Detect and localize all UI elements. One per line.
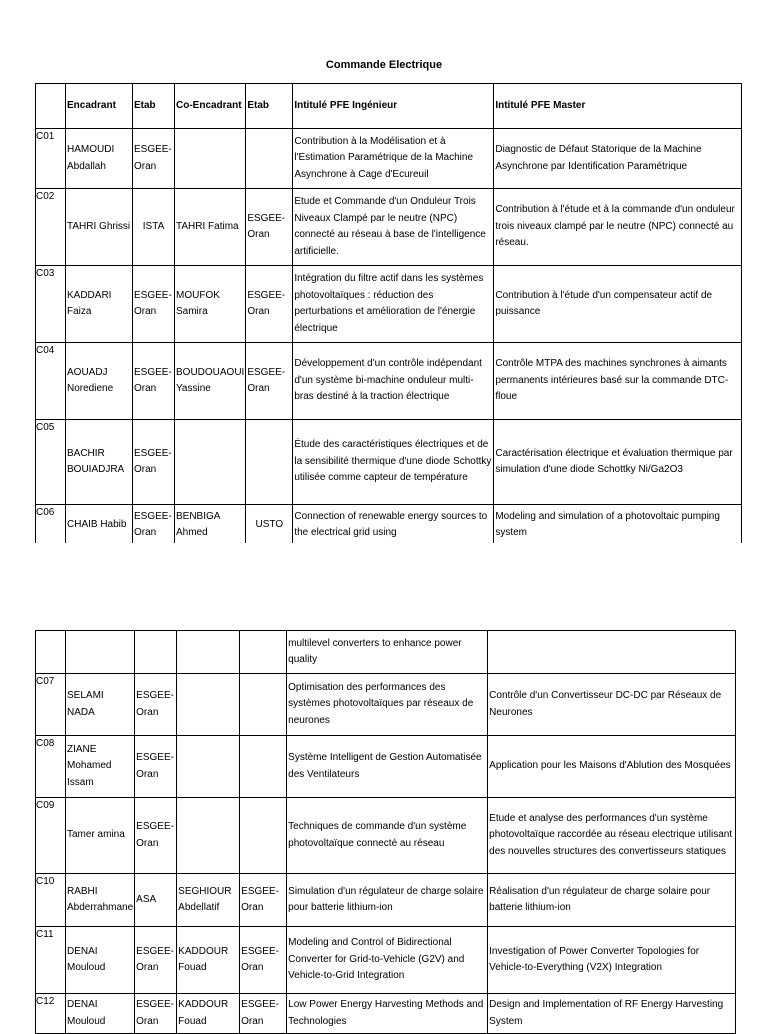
cell-pfe-master: Diagnostic de Défaut Statorique de la Machine Asynchrone par Identification Paramétrique: [494, 129, 742, 189]
cell-etab: ESGEE-Oran: [135, 736, 177, 798]
cell-pfe-ingenieur: Connection of renewable energy sources to the electrical grid using: [293, 505, 494, 546]
cell-encadrant: CHAIB Habib: [66, 505, 133, 546]
header-encadrant: Encadrant: [66, 84, 133, 129]
cell-code: C05: [36, 420, 66, 505]
cell-pfe-ingenieur: Système Intelligent de Gestion Automatisée des Ventilateurs: [287, 736, 488, 798]
cell-encadrant: RABHI Abderrahmane: [66, 874, 135, 927]
cell-code: C12: [36, 994, 66, 1034]
cell-code: C10: [36, 874, 66, 927]
cell-pfe-ingenieur: Développement d'un contrôle indépendant d'un système bi-machine onduleur multi-bras destiné à la traction électrique: [293, 343, 494, 420]
cell-etab-co: ESGEE-Oran: [246, 189, 293, 266]
pfe-table-part-2: [35, 630, 736, 1034]
cell-etab-co: ESGEE-Oran: [240, 874, 287, 927]
cell-etab: ESGEE-Oran: [135, 994, 177, 1034]
cell-pfe-ingenieur: Etude et Commande d'un Onduleur Trois Niveaux Clampé par le neutre (NPC) connecté au réseau à base de l'intelligence artificielle.: [293, 189, 494, 266]
cell-co-encadrant: [177, 631, 240, 674]
pfe-table-part-1: [35, 83, 742, 546]
cell-etab: ESGEE-Oran: [133, 266, 175, 343]
cell-pfe-master: Contribution à l'étude et à la commande d'un onduleur trois niveaux clampé par le neutre (NPC) connecté au réseau.: [494, 189, 742, 266]
cell-co-encadrant: [177, 674, 240, 736]
cell-encadrant: [66, 631, 135, 674]
cell-pfe-master: Réalisation d'un régulateur de charge solaire pour batterie lithium-ion: [488, 874, 736, 927]
cell-etab: ESGEE-Oran: [135, 798, 177, 874]
cell-encadrant: AOUADJ Norediene: [66, 343, 133, 420]
page-title: Commande Electrique: [325, 59, 443, 71]
table-row: [36, 874, 736, 927]
cell-co-encadrant: [175, 420, 246, 505]
table-row: [36, 798, 736, 874]
cell-etab-co: ESGEE-Oran: [240, 927, 287, 994]
cell-encadrant: BACHIR BOUIADJRA: [66, 420, 133, 505]
cell-pfe-master: Design and Implementation of RF Energy Harvesting System: [488, 994, 736, 1034]
cell-etab-co: [240, 631, 287, 674]
cell-etab: ESGEE-Oran: [133, 343, 175, 420]
cell-encadrant: DENAI Mouloud: [66, 994, 135, 1034]
cell-etab: ASA: [135, 874, 177, 927]
header-etab: Etab: [133, 84, 175, 129]
cell-code: C09: [36, 798, 66, 874]
cell-pfe-master: Contrôle MTPA des machines synchrones à aimants permanents intérieures basé sur la commande DTC-floue: [494, 343, 742, 420]
cell-co-encadrant: [177, 798, 240, 874]
cell-etab-co: [240, 798, 287, 874]
cell-pfe-ingenieur: Low Power Energy Harvesting Methods and Technologies: [287, 994, 488, 1034]
header-pfe-ingenieur: Intitulé PFE Ingénieur: [293, 84, 494, 129]
cell-encadrant: HAMOUDI Abdallah: [66, 129, 133, 189]
cell-co-encadrant: BOUDOUAOUI Yassine: [175, 343, 246, 420]
table-row: [36, 266, 742, 343]
table-row: [36, 994, 736, 1034]
page-gap: [0, 543, 768, 630]
cell-etab: ESGEE-Oran: [133, 420, 175, 505]
cell-pfe-ingenieur: Techniques de commande d'un système photovoltaïque connecté au réseau: [287, 798, 488, 874]
cell-code: C08: [36, 736, 66, 798]
table-row: [36, 420, 742, 505]
table-row: [36, 343, 742, 420]
cell-pfe-master: Investigation of Power Converter Topologies for Vehicle-to-Everything (V2X) Integration: [488, 927, 736, 994]
cell-etab-co: [246, 420, 293, 505]
cell-etab-co: ESGEE-Oran: [246, 266, 293, 343]
cell-encadrant: KADDARI Faiza: [66, 266, 133, 343]
cell-etab-co: [240, 674, 287, 736]
cell-pfe-ingenieur: Optimisation des performances des systèmes photovoltaïques par réseaux de neurones: [287, 674, 488, 736]
cell-code: C06: [36, 505, 66, 546]
cell-encadrant: ZIANE Mohamed Issam: [66, 736, 135, 798]
header-co-encadrant: Co-Encadrant: [175, 84, 246, 129]
cell-etab: [135, 631, 177, 674]
cell-code: C03: [36, 266, 66, 343]
cell-encadrant: SELAMI NADA: [66, 674, 135, 736]
cell-pfe-master: Modeling and simulation of a photovoltaic pumping system: [494, 505, 742, 546]
cell-etab: ESGEE-Oran: [133, 505, 175, 546]
cell-pfe-master: Etude et analyse des performances d'un système photovoltaïque raccordée au réseau electrique utilisant des nouvelles structures des convertisseurs statiques: [488, 798, 736, 874]
cell-pfe-master: Contrôle d'un Convertisseur DC-DC par Réseaux de Neurones: [488, 674, 736, 736]
cell-etab-co: ESGEE-Oran: [246, 343, 293, 420]
cell-etab-co: USTO: [246, 505, 293, 546]
cell-pfe-ingenieur: Simulation d'un régulateur de charge solaire pour batterie lithium-ion: [287, 874, 488, 927]
cell-encadrant: DENAI Mouloud: [66, 927, 135, 994]
cell-pfe-ingenieur: Contribution à la Modélisation et à l'Estimation Paramétrique de la Machine Asynchrone à Cage d'Ecureuil: [293, 129, 494, 189]
cell-etab: ESGEE-Oran: [135, 927, 177, 994]
cell-etab: ESGEE-Oran: [133, 129, 175, 189]
cell-pfe-ingenieur: multilevel converters to enhance power quality: [287, 631, 488, 674]
table-row: [36, 129, 742, 189]
cell-encadrant: Tamer amina: [66, 798, 135, 874]
cell-pfe-master: Application pour les Maisons d'Ablution des Mosquées: [488, 736, 736, 798]
cell-pfe-master: [488, 631, 736, 674]
header-code: [36, 84, 66, 129]
cell-code: C07: [36, 674, 66, 736]
cell-pfe-ingenieur: Modeling and Control of Bidirectional Converter for Grid-to-Vehicle (G2V) and Vehicle-to-Grid Integration: [287, 927, 488, 994]
table-row: [36, 736, 736, 798]
cell-co-encadrant: SEGHIOUR Abdellatif: [177, 874, 240, 927]
cell-co-encadrant: KADDOUR Fouad: [177, 927, 240, 994]
table-row: [36, 631, 736, 674]
header-pfe-master: Intitulé PFE Master: [494, 84, 742, 129]
table-row: [36, 189, 742, 266]
cell-co-encadrant: [177, 736, 240, 798]
cell-pfe-master: Contribution à l'étude d'un compensateur actif de puissance: [494, 266, 742, 343]
cell-pfe-master: Caractérisation électrique et évaluation thermique par simulation d'une diode Schottky Ni/Ga2O3: [494, 420, 742, 505]
cell-code: C01: [36, 129, 66, 189]
cell-co-encadrant: [175, 129, 246, 189]
cell-etab: ISTA: [133, 189, 175, 266]
cell-code: C04: [36, 343, 66, 420]
table-row: [36, 674, 736, 736]
header-etab-co: Etab: [246, 84, 293, 129]
table-row: [36, 927, 736, 994]
cell-co-encadrant: TAHRI Fatima: [175, 189, 246, 266]
cell-code: C11: [36, 927, 66, 994]
table-row: [36, 505, 742, 546]
cell-co-encadrant: BENBIGA Ahmed: [175, 505, 246, 546]
cell-etab-co: [246, 129, 293, 189]
cell-co-encadrant: MOUFOK Samira: [175, 266, 246, 343]
cell-code: C02: [36, 189, 66, 266]
cell-code: [36, 631, 66, 674]
cell-pfe-ingenieur: Étude des caractéristiques électriques et de la sensibilité thermique d'une diode Schottky utilisée comme capteur de température: [293, 420, 494, 505]
cell-etab-co: ESGEE-Oran: [240, 994, 287, 1034]
cell-co-encadrant: KADDOUR Fouad: [177, 994, 240, 1034]
cell-etab-co: [240, 736, 287, 798]
header-row: [36, 84, 742, 129]
cell-etab: ESGEE-Oran: [135, 674, 177, 736]
cell-encadrant: TAHRI Ghrissi: [66, 189, 133, 266]
cell-pfe-ingenieur: Intégration du filtre actif dans les systèmes photovoltaïques : réduction des perturbations et amélioration de l'énergie électrique: [293, 266, 494, 343]
